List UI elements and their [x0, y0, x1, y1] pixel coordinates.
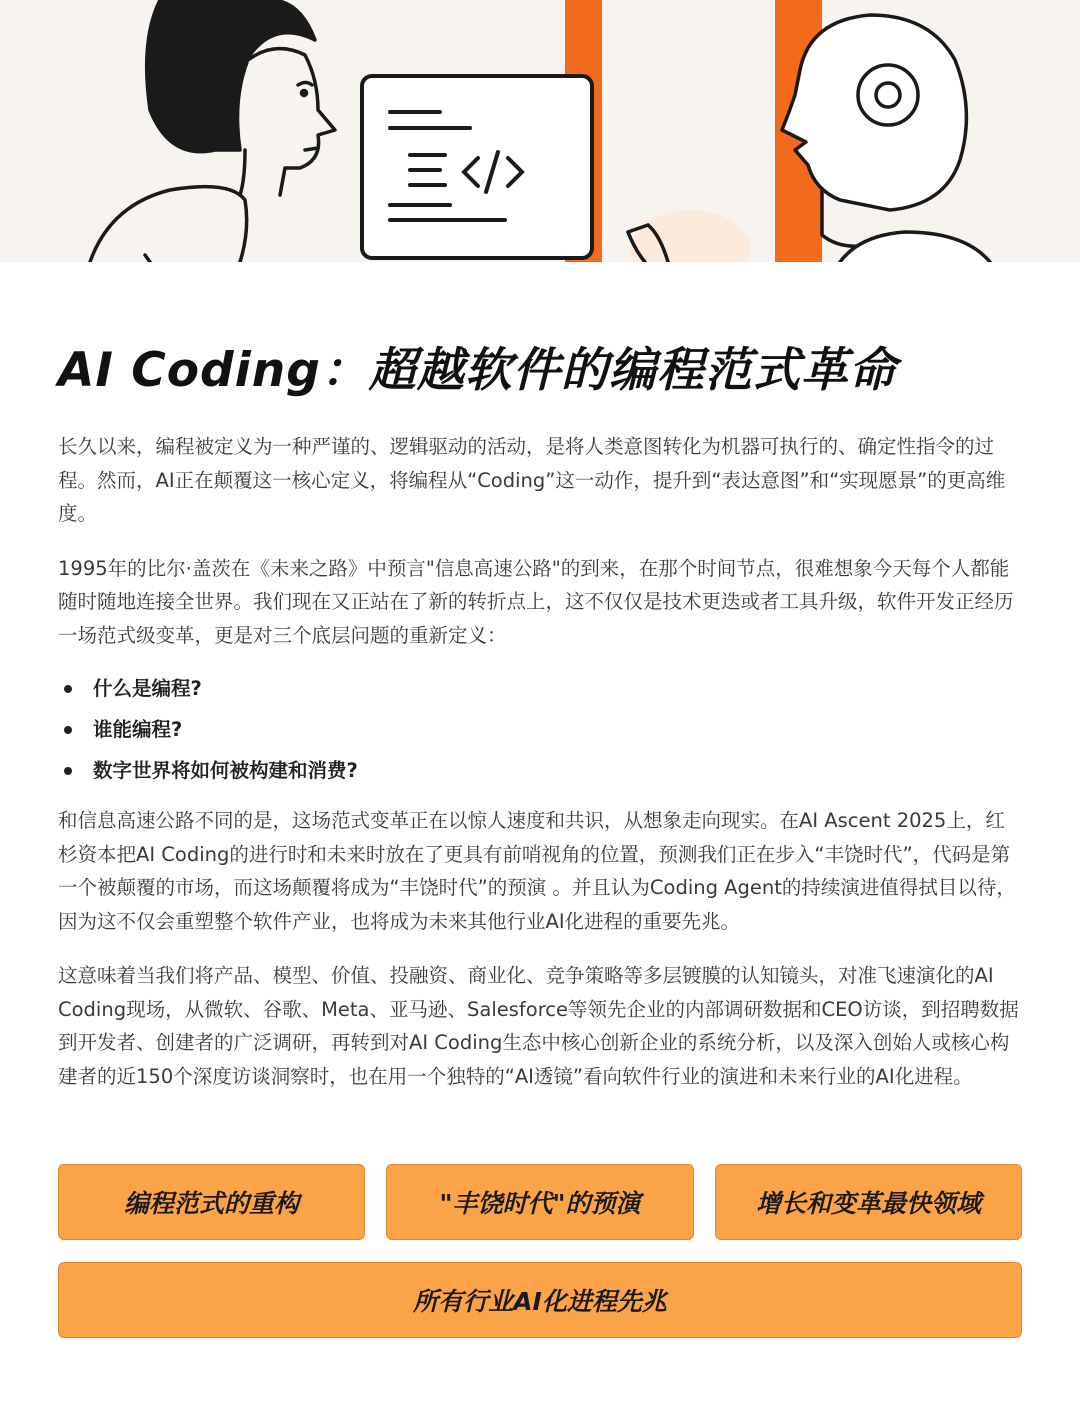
lens-paragraph: 这意味着当我们将产品、模型、价值、投融资、商业化、竞争策略等多层镀膜的认知镜头，对准飞速演化的AI Coding现场，从微软、谷歌、Meta、亚马逊、Salesforce等领先企业的内部调研数据和CEO访谈，到招聘数据到开发者、创建者的广泛调研，再转到对AI Coding生态中核心创新企业的系统分析，以及深入创始人或核心构建者的近150个深度访谈洞察时，也在用一个独特的“AI透镜”看向软件行业的演进和未来行业的AI化进程。 [58, 964, 1019, 1088]
question-list [58, 668, 1022, 791]
woman-robot-code-illustration [0, 0, 1080, 262]
list-item-text: 数字世界将如何被构建和消费? [93, 759, 358, 782]
card-paradigm-reconstruction[interactable]: 编程范式的重构 [58, 1164, 365, 1240]
bullet-icon [64, 726, 72, 734]
bullet-icon [64, 767, 72, 775]
list-item [58, 668, 1022, 709]
list-item-text: 什么是编程? [93, 677, 202, 700]
card-fastest-growth-field[interactable]: 增长和变革最快领域 [715, 1164, 1022, 1240]
page-title: AI Coding：超越软件的编程范式革命 [58, 343, 897, 398]
bullet-icon [64, 685, 72, 693]
intro-paragraph: 长久以来，编程被定义为一种严谨的、逻辑驱动的活动，是将人类意图转化为机器可执行的、确定性指令的过程。然而，AI正在颠覆这一核心定义，将编程从“Coding”这一动作，提升到“表达意图”和“实现愿景”的更高维度。 [58, 435, 1006, 525]
topic-cards [58, 1164, 1022, 1338]
card-industry-ai-harbinger[interactable]: 所有行业AI化进程先兆 [58, 1262, 1022, 1338]
list-item [58, 709, 1022, 750]
card-abundance-era-preview[interactable]: "丰饶时代"的预演 [386, 1164, 694, 1240]
hero-illustration [0, 0, 1080, 262]
sequoia-paragraph: 和信息高速公路不同的是，这场范式变革正在以惊人速度和共识，从想象走向现实。在AI Ascent 2025上，红杉资本把AI Coding的进行时和未来时放在了更具有前哨视角的位置，预测我们正在步入“丰饶时代”，代码是第一个被颠覆的市场，而这场颠覆将成为“丰饶时代”的预演 。并且认为Coding Agent的持续演进值得拭目以待，因为这不仅会重塑整个软件产业，也将成为未来其他行业AI化进程的重要先兆。 [58, 809, 1016, 933]
list-item-text: 谁能编程? [93, 718, 183, 741]
article [58, 336, 1022, 1093]
list-item [58, 750, 1022, 791]
history-paragraph: 1995年的比尔·盖茨在《未来之路》中预言"信息高速公路"的到来，在那个时间节点，很难想象今天每个人都能随时随地连接全世界。我们现在又正站在了新的转折点上，这不仅仅是技术更迭或者工具升级，软件开发正经历一场范式级变革，更是对三个底层问题的重新定义： [58, 556, 1014, 647]
code-screen [362, 76, 592, 258]
